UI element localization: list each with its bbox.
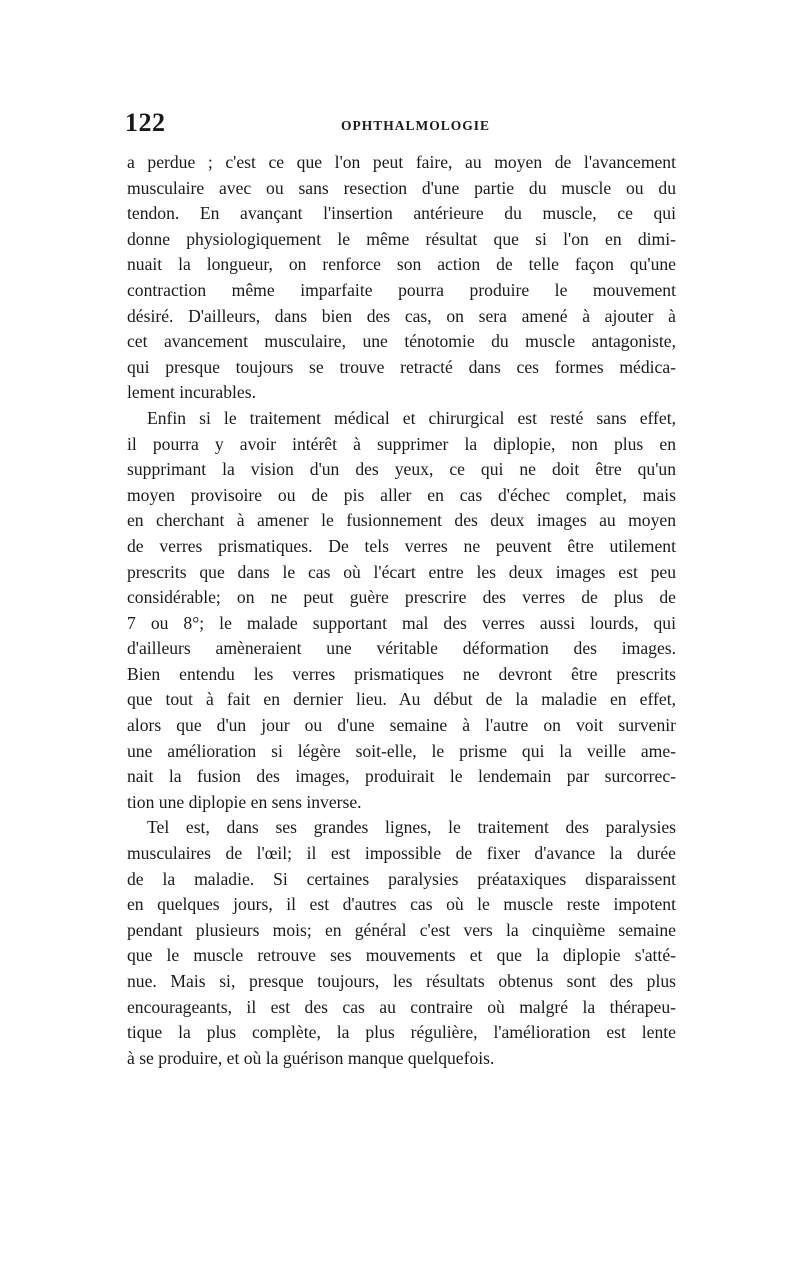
text-line: d'ailleurs amèneraient une véritable déformation des images. <box>127 638 676 659</box>
text-line: donne physiologiquement le même résultat que si l'on en dimi- <box>127 228 676 249</box>
text-line: de la maladie. Si certaines paralysies préataxiques disparaissent <box>127 868 676 889</box>
text-line: prescrits que dans le cas où l'écart entre les deux images est peu <box>127 561 676 582</box>
text-line: nait la fusion des images, produirait le lendemain par surcorrec- <box>127 766 676 787</box>
text-line: à se produire, et où la guérison manque quelquefois. <box>127 1047 495 1068</box>
text-line: une amélioration si légère soit-elle, le prisme qui la veille ame- <box>127 740 676 761</box>
text-line: Enfin si le traitement médical et chirurgical est resté sans effet, <box>147 407 676 428</box>
text-line: lement incurables. <box>127 382 256 403</box>
text-line: tion une diplopie en sens inverse. <box>127 791 362 812</box>
text-line: qui presque toujours se trouve retracté dans ces formes médica- <box>127 356 676 377</box>
text-line: supprimant la vision d'un des yeux, ce qui ne doit être qu'un <box>127 459 676 480</box>
text-line: nuait la longueur, on renforce son action de telle façon qu'une <box>127 254 676 275</box>
body-text <box>127 150 676 1071</box>
text-line: considérable; on ne peut guère prescrire des verres de plus de <box>127 587 676 608</box>
paragraph-1 <box>127 150 676 406</box>
running-title: OPHTHALMOLOGIE <box>341 118 491 133</box>
text-line: a perdue ; c'est ce que l'on peut faire, au moyen de l'avancement <box>127 152 676 172</box>
text-line: tendon. En avançant l'insertion antérieure du muscle, ce qui <box>127 203 676 224</box>
text-line: que tout à fait en dernier lieu. Au début de la maladie en effet, <box>127 689 676 710</box>
text-line: Bien entendu les verres prismatiques ne devront être prescrits <box>127 663 676 684</box>
text-line: nue. Mais si, presque toujours, les résultats obtenus sont des plus <box>127 971 676 991</box>
text-line: 7 ou 8°; le malade supportant mal des verres aussi lourds, qui <box>127 612 676 633</box>
page-number: 122 <box>125 108 166 137</box>
text-line: en cherchant à amener le fusionnement des deux images au moyen <box>127 510 676 531</box>
text-line: alors que d'un jour ou d'une semaine à l'autre on voit survenir <box>127 715 676 736</box>
text-line: pendant plusieurs mois; en général c'est vers la cinquième semaine <box>127 919 676 940</box>
text-line: moyen provisoire ou de pis aller en cas d'échec complet, mais <box>127 484 676 505</box>
text-line: il pourra y avoir intérêt à supprimer la diplopie, non plus en <box>127 433 676 454</box>
text-line: Tel est, dans ses grandes lignes, le traitement des paralysies <box>147 817 676 838</box>
text-line: contraction même imparfaite pourra produire le mouvement <box>127 279 676 300</box>
text-line: cet avancement musculaire, une ténotomie du muscle antagoniste, <box>127 331 676 352</box>
text-line: tique la plus complète, la plus régulière, l'amélioration est lente <box>127 1022 676 1043</box>
paragraph-2 <box>127 406 676 816</box>
text-line: de verres prismatiques. De tels verres ne peuvent être utilement <box>127 535 676 556</box>
text-line: musculaires de l'œil; il est impossible de fixer d'avance la durée <box>127 843 676 864</box>
text-line: désiré. D'ailleurs, dans bien des cas, on sera amené à ajouter à <box>127 305 676 326</box>
text-line: musculaire avec ou sans resection d'une partie du muscle ou du <box>127 177 676 198</box>
text-line: en quelques jours, il est d'autres cas où le muscle reste impotent <box>127 894 676 915</box>
text-line: encourageants, il est des cas au contraire où malgré la thérapeu- <box>127 996 676 1017</box>
text-line: que le muscle retrouve ses mouvements et que la diplopie s'atté- <box>127 945 676 966</box>
paragraph-3 <box>127 815 676 1071</box>
page-header <box>125 108 685 144</box>
